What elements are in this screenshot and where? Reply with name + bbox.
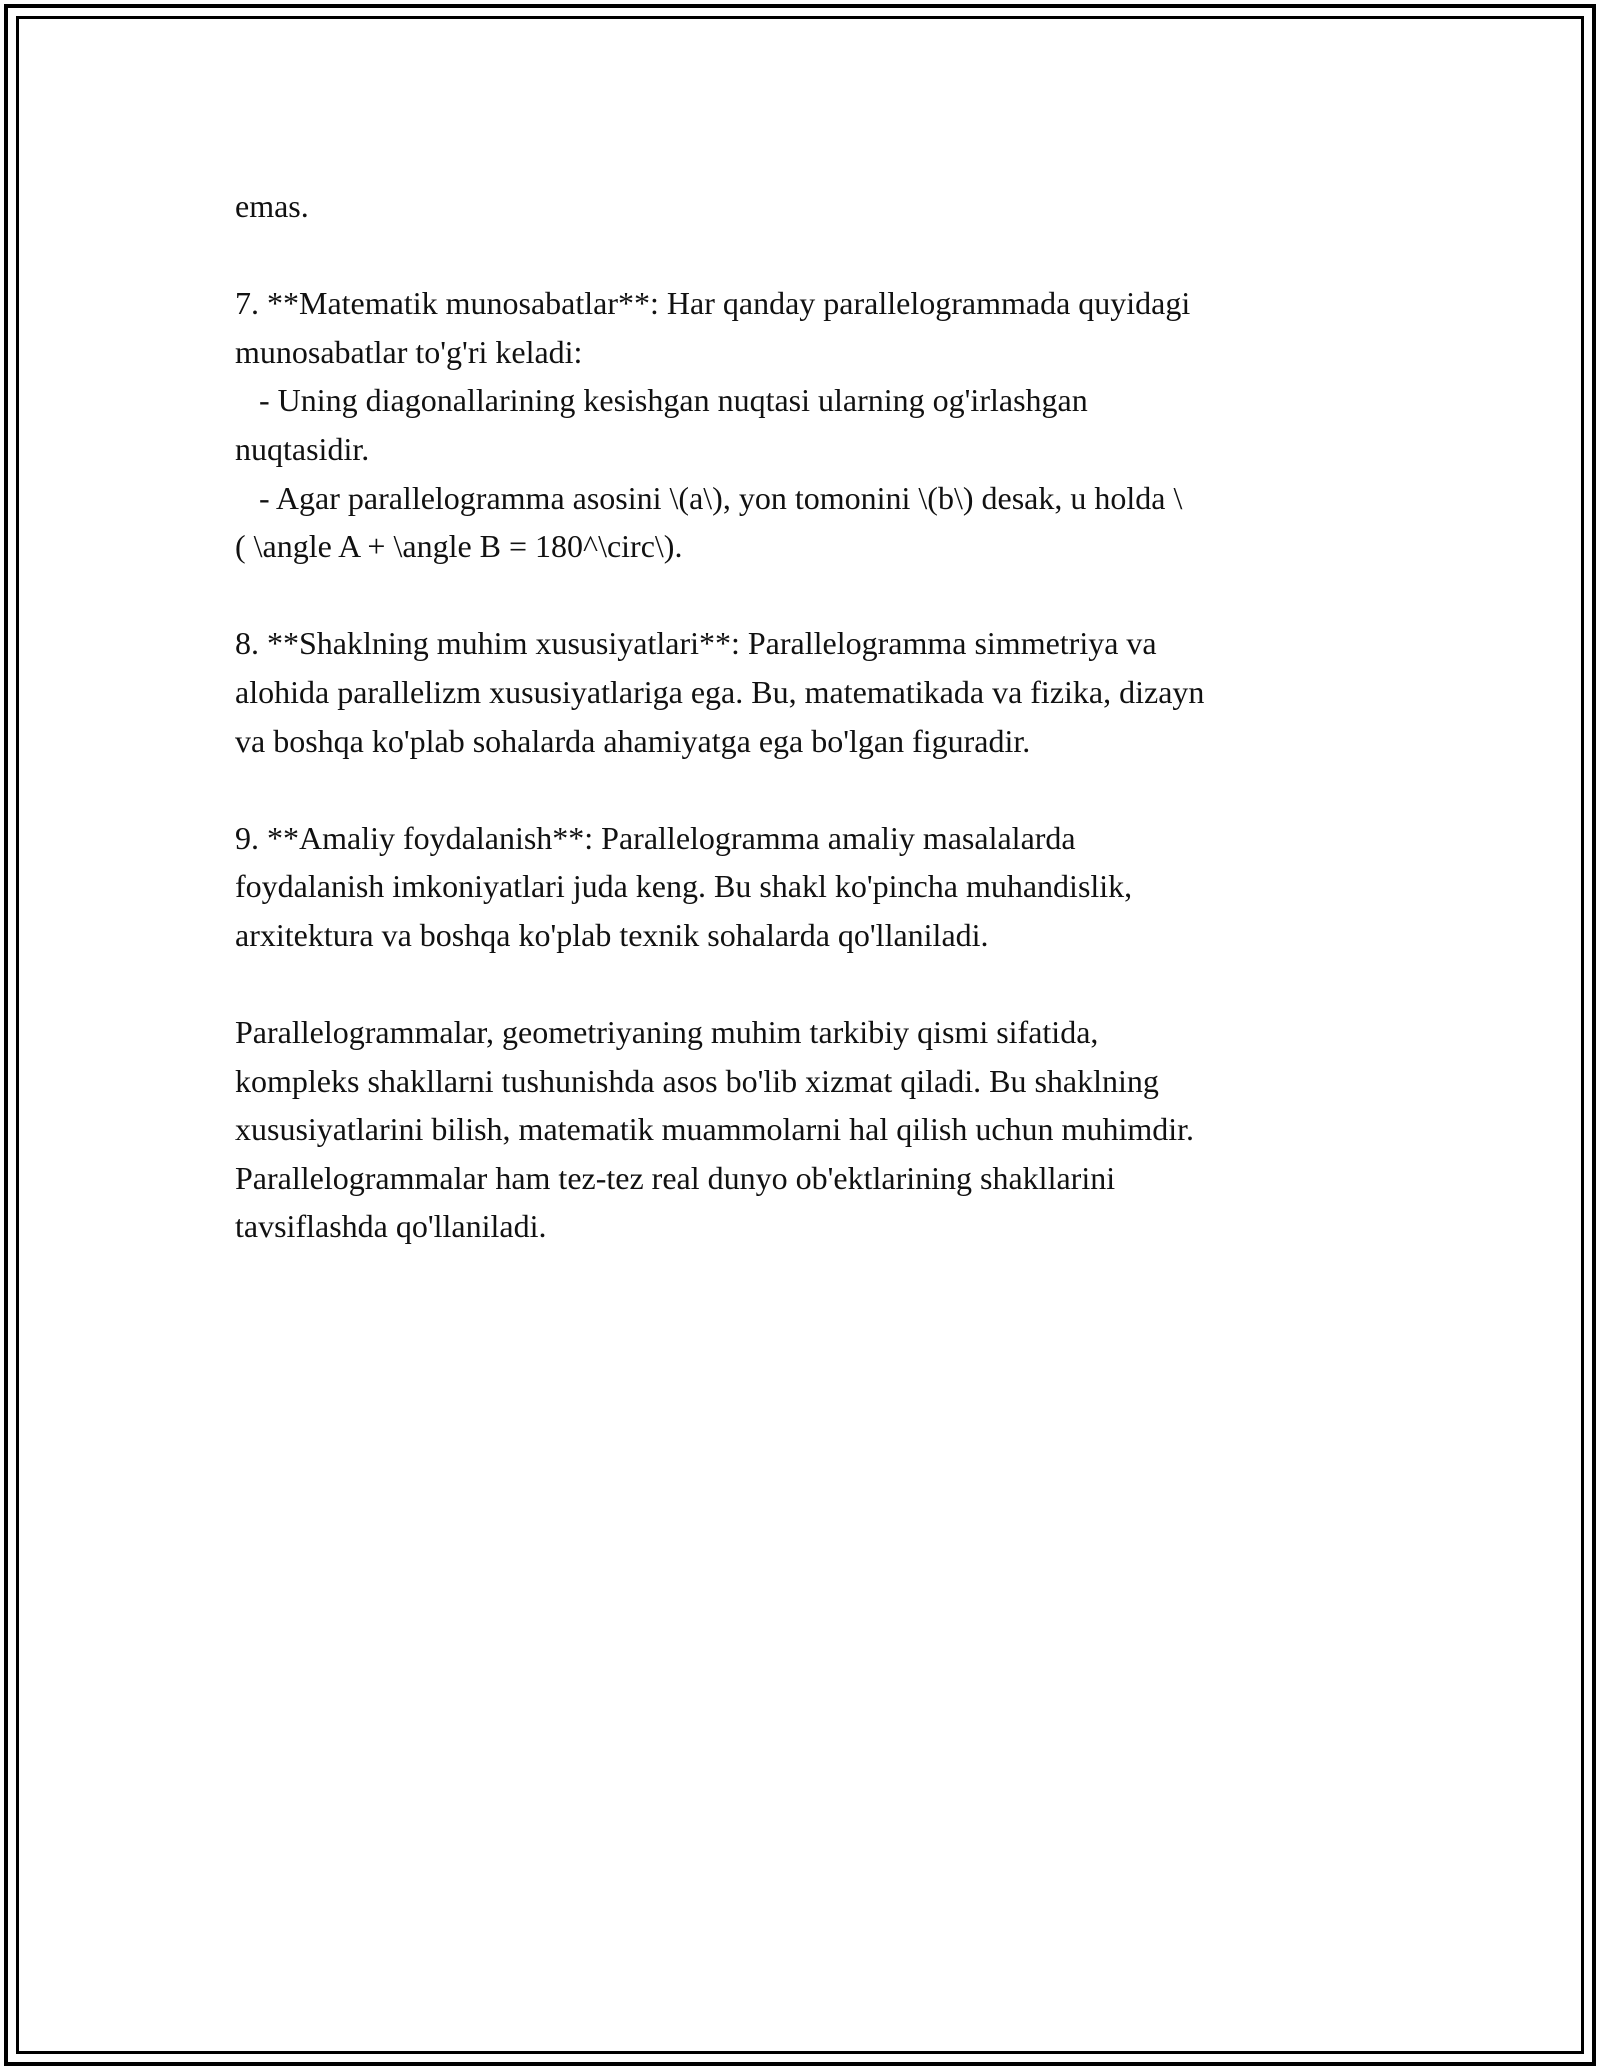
- text-line: alohida parallelizm xususiyatlariga ega. Bu, matematikada va fizika, dizayn: [235, 673, 1205, 710]
- paragraph-gap: [235, 765, 1395, 814]
- text-line: Parallelogrammalar, geometriyaning muhim tarkibiy qismi sifatida,: [235, 1014, 1099, 1051]
- text-line: - Agar parallelogramma asosini \(a\), yon tomonini \(b\) desak, u holda \: [235, 479, 1183, 516]
- text-line: arxitektura va boshqa ko'plab texnik sohalarda qo'llaniladi.: [235, 916, 989, 953]
- text-line: 8. **Shaklning muhim xususiyatlari**: Parallelogramma simmetriya va: [235, 625, 1157, 662]
- text-line: va boshqa ko'plab sohalarda ahamiyatga ega bo'lgan figuradir.: [235, 722, 1031, 759]
- text-line: Parallelogrammalar ham tez-tez real dunyo ob'ektlarining shakllarini: [235, 1159, 1116, 1196]
- text-line: 9. **Amaliy foydalanish**: Parallelogramma amaliy masalalarda: [235, 819, 1076, 856]
- text-line: nuqtasidir.: [235, 430, 370, 467]
- page-body: [235, 182, 1395, 1251]
- text-line: kompleks shakllarni tushunishda asos bo'lib xizmat qiladi. Bu shaklning: [235, 1062, 1159, 1099]
- paragraph-gap: [235, 231, 1395, 280]
- text-line: foydalanish imkoniyatlari juda keng. Bu shakl ko'pincha muhandislik,: [235, 868, 1133, 905]
- paragraph-gap: [235, 571, 1395, 620]
- paragraph-gap: [235, 960, 1395, 1009]
- text-line: tavsiflashda qo'llaniladi.: [235, 1208, 547, 1245]
- text-line: munosabatlar to'g'ri keladi:: [235, 333, 583, 370]
- text-line: ( \angle A + \angle B = 180^\circ\).: [235, 528, 683, 565]
- text-line: - Uning diagonallarining kesishgan nuqtasi ularning og'irlashgan: [235, 382, 1088, 419]
- text-line: emas.: [235, 188, 309, 224]
- text-line: xususiyatlarini bilish, matematik muammolarni hal qilish uchun muhimdir.: [235, 1111, 1194, 1148]
- text-line: 7. **Matematik munosabatlar**: Har qanday parallelogrammada quyidagi: [235, 285, 1191, 322]
